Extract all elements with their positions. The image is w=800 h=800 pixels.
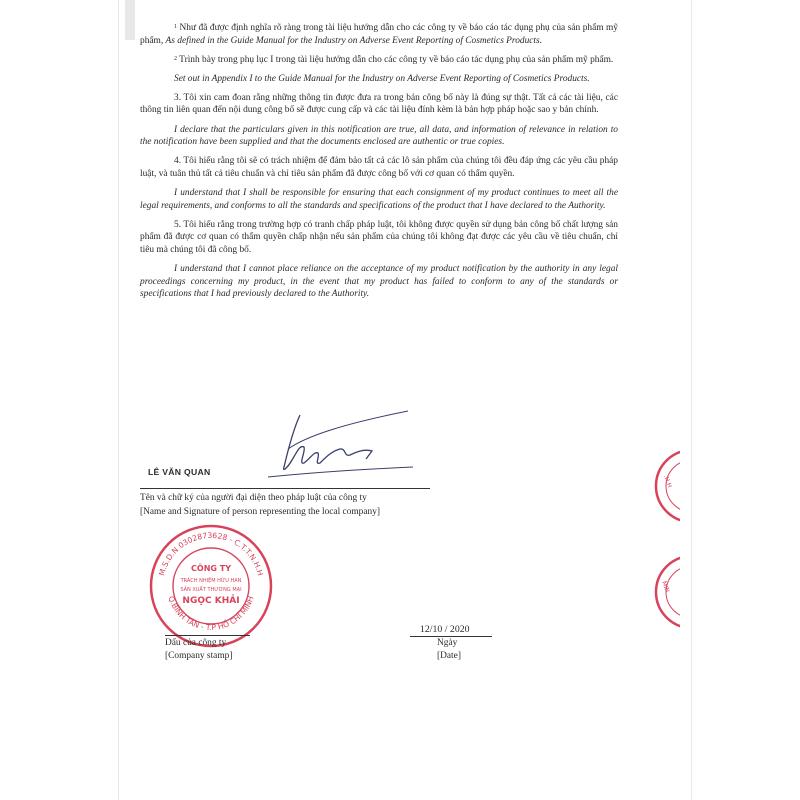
svg-text:M.S.D.N 0302873628 - C.T.T.N.H: M.S.D.N 0302873628 - C.T.T.N.H.H xyxy=(157,530,265,577)
clause-3-vi: 3. Tôi xin cam đoan rằng những thông tin được đưa ra trong bản công bố này là đúng sự thật. Tất cả các tài liệu, các thông tin liên quan đến nội dung công bố sẽ được cung cấp và các tài liệu đính kèm là bản hợp pháp hoặc sao y bản chính. xyxy=(140,92,618,116)
clause-5-en: I understand that I cannot place reliance on the acceptance of my product notification by the authority in any legal proceedings concerning my product, in the event that my product has failed to conform to any of the standards or specifications that I had previously declared to the Authority. xyxy=(140,263,618,300)
svg-text:CÔNG TY: CÔNG TY xyxy=(191,564,231,573)
svg-text:Q.BÌNH TÂN - T.P HỒ CHÍ MINH: Q.BÌNH TÂN - T.P HỒ CHÍ MINH xyxy=(166,594,256,633)
signatory-name: LÊ VĂN QUAN xyxy=(148,467,211,477)
clause-3-en: I declare that the particulars given in this notification are true, all data, and information of relevance in relation to the notification have been supplied and that the documents enclosed are authentic or true copies. xyxy=(140,124,618,148)
svg-text:NGỌC KHẢI: NGỌC KHẢI xyxy=(182,596,240,606)
clause-5-vi: 5. Tôi hiểu rằng trong trường hợp có tranh chấp pháp luật, tôi không được quyền sử dụng bản công bố chất lượng sản phẩm đã được cơ quan có thẩm quyền chấp nhận nếu sản phẩm của chúng tôi không đạt được các yêu cầu về tiêu chuẩn, chỉ tiêu mà chúng tôi đã công bố. xyxy=(140,219,618,255)
clause-4-vi: 4. Tôi hiểu rằng tôi sẽ có trách nhiệm để đảm bảo tất cả các lô sản phẩm của chúng tôi đều đáp ứng các yêu cầu pháp luật, và tuân thủ tất cả tiêu chuẩn và chỉ tiêu sản phẩm đã được công bố với cơ quan có thẩm quyền. xyxy=(140,156,618,179)
partial-stamp-top xyxy=(640,446,680,526)
date-value: 12/10 / 2020 xyxy=(420,624,470,635)
stamp-label-en: [Company stamp] xyxy=(165,651,233,661)
svg-text:.H.H: .H.H xyxy=(662,474,674,489)
svg-text:SẢN XUẤT THƯƠNG MẠI: SẢN XUẤT THƯƠNG MẠI xyxy=(180,587,242,593)
date-label-en: [Date] xyxy=(437,651,461,661)
company-stamp xyxy=(145,520,277,652)
footnote-2-en: Set out in Appendix I to the Guide Manual for the Industry on Adverse Event Reporting of Cosmetics Products. xyxy=(174,73,590,84)
date-label-vi: Ngày xyxy=(437,638,458,648)
date-line xyxy=(410,636,492,637)
svg-text:TRÁCH NHIỆM HỮU HẠN: TRÁCH NHIỆM HỮU HẠN xyxy=(180,578,242,584)
footnote-1: $^1$ Như đã được định nghĩa rõ ràng trong tài liệu hướng dẫn cho các công ty về báo cáo tác dụng phụ của sản phẩm mỹ phẩm, As defined in the Guide Manual for the Industry on Adverse Event Reporting of Cosmetics Products. xyxy=(140,23,618,46)
signature-label-vi: Tên và chữ ký của người đại diện theo pháp luật của công ty xyxy=(140,493,367,503)
partial-stamp-bottom xyxy=(640,552,680,632)
clause-4-en: I understand that I shall be responsible for ensuring that each consignment of my product continues to meet all the legal requirements, and conforms to all the standards and specifications of the product that I have declared to the Authority. xyxy=(140,187,618,211)
signature-line xyxy=(140,488,430,489)
declaration-body xyxy=(140,22,618,307)
signature-label-en: [Name and Signature of person representing the local company] xyxy=(140,507,381,517)
footnote-2: $^2$ Trình bày trong phụ lục I trong tài liệu hướng dẫn cho các công ty về báo cáo tác dụng phụ của sản phẩm mỹ phẩm. xyxy=(174,54,614,65)
stamp-label-vi: Dấu của công ty xyxy=(165,638,227,648)
svg-text:MIN: MIN xyxy=(660,580,671,594)
stamp-line xyxy=(165,635,250,636)
handwritten-signature xyxy=(248,405,438,485)
scan-edge-mark xyxy=(125,0,135,40)
